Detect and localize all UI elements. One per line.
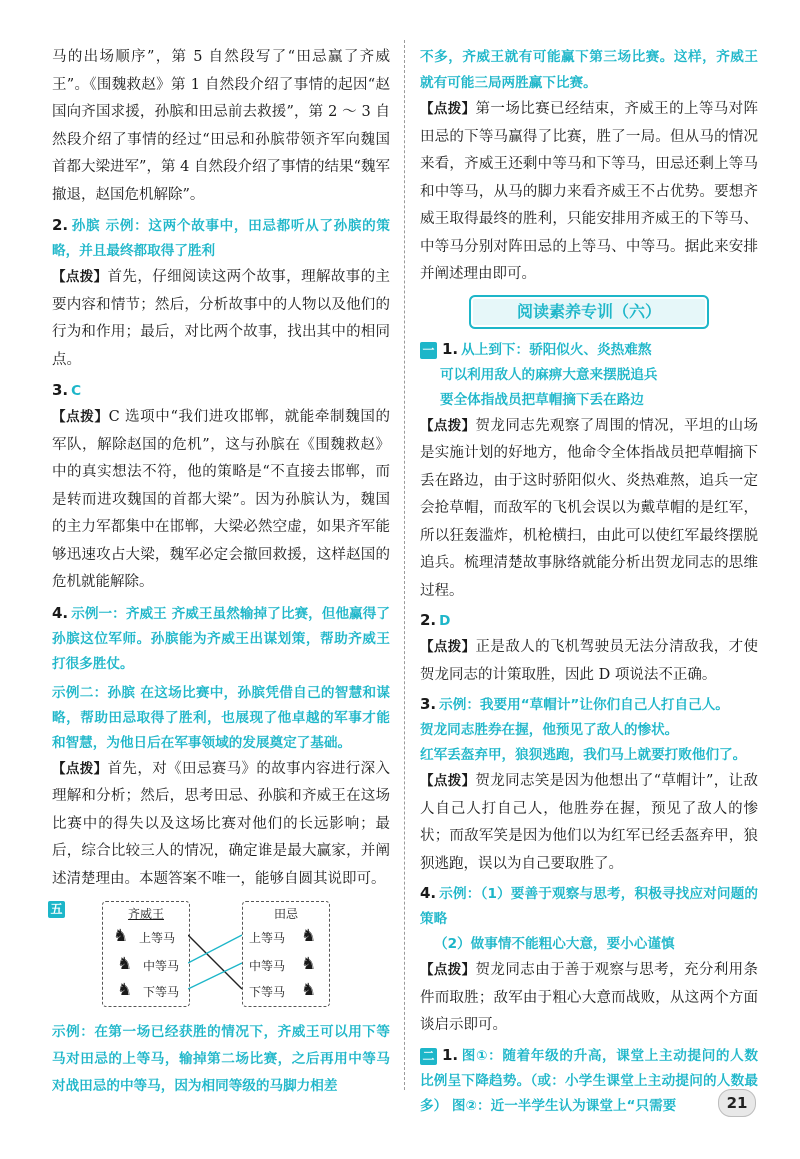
matching-lines bbox=[188, 901, 242, 1011]
section-badge: 五 bbox=[48, 901, 65, 918]
answer-text: D bbox=[439, 613, 451, 629]
answer-text: 贺龙同志胜券在握，他预见了敌人的惨状。 bbox=[420, 722, 679, 738]
horse-icon: ♞ bbox=[117, 954, 133, 974]
section-5 bbox=[52, 901, 390, 1100]
paragraph: 马的出场顺序”，第 5 自然段写了“田忌赢了齐威王”。《围魏救赵》第 1 自然段介绍了事情的起因“赵国向齐国求援，孙膑和田忌前去救援”，第 2 ～ 3 自然段介绍了事情的经过“田忌和孙膑带领齐军向魏国首都大梁进军”，第 4 自然段介绍了事情的结果“魏军撤退，赵国危机解除”。 bbox=[52, 49, 390, 203]
reading-question-1 bbox=[420, 337, 758, 606]
horse-rank-label: 上等马 bbox=[249, 931, 286, 945]
answer-text: 示例：我要用“草帽计”让你们自己人打自己人。 bbox=[439, 697, 729, 713]
line-black bbox=[188, 935, 242, 989]
tip-label: 【点拨】 bbox=[420, 101, 476, 117]
horse-icon: ♞ bbox=[301, 954, 317, 974]
horse-diagram bbox=[102, 901, 390, 1013]
line-accent bbox=[188, 963, 242, 989]
horse-rank-label: 下等马 bbox=[249, 985, 286, 999]
horse-rank-label: 下等马 bbox=[143, 985, 180, 999]
question-4 bbox=[52, 601, 390, 894]
answer-text: C bbox=[71, 383, 82, 399]
question-number: 2. bbox=[52, 216, 69, 234]
horse-rank-label: 中等马 bbox=[143, 959, 180, 973]
tip-label: 【点拨】 bbox=[420, 962, 476, 978]
tip-text: 首先，对《田忌赛马》的故事内容进行深入理解和分析；然后，思考田忌、孙膑和齐威王在这场比赛中的得失以及这场比赛对他们的长远影响；最后，综合比较三人的情况，确定谁是最大赢家，并阐述清楚理由。本题答案不唯一，能够自圆其说即可。 bbox=[52, 760, 390, 887]
question-number: 3. bbox=[52, 381, 69, 399]
horse-icon: ♞ bbox=[301, 926, 317, 946]
tip-text: C 选项中“我们进攻邯郸，就能牵制魏国的军队，解除赵国的危机”，这与孙膑在《围魏救赵》中的真实想法不符，他的策略是“不直接去邯郸，而是转而进攻魏国的首都大梁”。因为孙膑认为，魏国的主力军都集中在邯郸，大梁必然空虚，如果齐军能够迅速攻占大梁，魏军必定会撤回救援，这样赵国的危机就能解除。 bbox=[52, 409, 391, 590]
answer-text: 可以利用敌人的麻痹大意来摆脱追兵 bbox=[440, 366, 658, 383]
qiweiwang-box bbox=[102, 901, 190, 1007]
answer-text-continued: 不多，齐威王就有可能赢下第三场比赛。这样，齐威王就有可能三局两胜赢下比赛。 bbox=[420, 49, 758, 91]
question-number: 2. bbox=[420, 611, 437, 629]
tip-text: 正是敌人的飞机驾驶员无法分清敌我，才使贺龙同志的计策取胜，因此 D 项说法不正确。 bbox=[420, 639, 758, 683]
section-badge: 一 bbox=[420, 342, 437, 359]
reading-question-2 bbox=[420, 608, 758, 689]
answer-text: 示例：（1）要善于观察与思考，积极寻找应对问题的策略 bbox=[420, 886, 758, 927]
reading-question-3 bbox=[420, 692, 758, 878]
question-number: 4. bbox=[52, 603, 69, 622]
tip-label: 【点拨】 bbox=[420, 773, 476, 789]
question-number: 1. bbox=[442, 1045, 459, 1064]
horse-rank-label: 中等马 bbox=[249, 959, 286, 973]
answer-text: 示例一：齐威王 齐威王虽然输掉了比赛，但他赢得了孙膑这位军师。孙膑能为齐威王出谋划策，帮助齐威王打很多胜仗。 bbox=[52, 605, 390, 672]
reading-question-4 bbox=[420, 881, 758, 1040]
horse-icon: ♞ bbox=[301, 980, 317, 1000]
answer-text: 从上到下：骄阳似火、炎热难熬 bbox=[461, 341, 652, 358]
line-accent bbox=[188, 935, 242, 963]
tip-label: 【点拨】 bbox=[420, 639, 476, 655]
tip-text: 贺龙同志笑是因为他想出了“草帽计”，让敌人自己人打自己人，他胜券在握，预见了敌人的惨状；而敌军笑是因为他们以为红军已经丢盔弃甲，狼狈逃跑，误以为自己要取胜了。 bbox=[420, 773, 758, 872]
tip-label: 【点拨】 bbox=[52, 760, 108, 777]
question-3 bbox=[52, 378, 390, 597]
answer-text: 示例：在第一场已经获胜的情况下，齐威王可以用下等马对田忌的上等马，输掉第二场比赛，之后再用中等马对战田忌的中等马，因为相同等级的马脚力相差 bbox=[52, 1024, 390, 1094]
question-2 bbox=[52, 213, 390, 374]
tip-label: 【点拨】 bbox=[52, 269, 108, 285]
tip-text: 首先，仔细阅读这两个故事，理解故事的主要内容和情节；然后，分析故事中的人物以及他们的行为和作用；最后，对比两个故事，找出其中的相同点。 bbox=[52, 269, 390, 368]
answer-text: 孙膑 示例：这两个故事中，田忌都听从了孙膑的策略，并且最终都取得了胜利 bbox=[52, 218, 390, 259]
column-divider bbox=[404, 40, 405, 1090]
tip-label: 【点拨】 bbox=[420, 417, 476, 434]
section-badge: 二 bbox=[420, 1048, 437, 1065]
answer-text: 图①：随着年级的升高，课堂上主动提问的人数比例呈下降趋势。（或：小学生课堂上主动提问的人数最多） 图②：近一半学生认为课堂上“只需要 bbox=[420, 1047, 758, 1114]
answer-text: 要全体指战员把草帽摘下丢在路边 bbox=[440, 391, 644, 408]
question-number: 4. bbox=[420, 884, 437, 902]
horse-rank-label: 上等马 bbox=[139, 931, 176, 945]
box-title: 田忌 bbox=[273, 907, 298, 921]
tip-text: 第一场比赛已经结束，齐威王的上等马对阵田忌的下等马赢得了比赛，胜了一局。但从马的情况来看，齐威王还剩中等马和下等马，田忌还剩上等马和中等马，从马的脚力来看齐威王不占优势。要想齐威王取得最终的胜利，只能安排用齐威王的下等马、中等马分别对阵田忌的上等马、中等马。据此来安排并阐述理由即可。 bbox=[420, 101, 758, 282]
box-title: 齐威王 bbox=[127, 907, 164, 921]
question-number: 3. bbox=[420, 695, 437, 713]
answer-text: 红军丢盔弃甲，狼狈逃跑，我们马上就要打败他们了。 bbox=[420, 747, 747, 763]
answer-text-2: 示例二：孙膑 在这场比赛中，孙膑凭借自己的智慧和谋略，帮助田忌取得了胜利，也展现了他卓越的军事才能和智慧，为他日后在军事领域的发展奠定了基础。 bbox=[52, 684, 390, 751]
answer-text: （2）做事情不能粗心大意，要小心谨慎 bbox=[434, 936, 675, 952]
section-2-question-1 bbox=[420, 1043, 758, 1119]
question-number: 1. bbox=[442, 339, 459, 358]
horse-icon: ♞ bbox=[117, 980, 133, 1000]
left-column bbox=[52, 44, 390, 1100]
tianji-box bbox=[242, 901, 330, 1007]
tip-text: 贺龙同志由于善于观察与思考，充分利用条件而取胜；敌军由于粗心大意而战败，从这两个方面谈启示即可。 bbox=[420, 962, 758, 1033]
tip-text: 贺龙同志先观察了周围的情况，平坦的山场是实施计划的好地方，他命令全体指战员把草帽摘下丢在路边，由于这时骄阳似火、炎热难熬，追兵一定会抢草帽，而敌军的飞机会误以为戴草帽的是红军，所以狂轰滥炸，机枪横扫，由此可以使红军最终摆脱追兵。梳理清楚故事脉络就能分析出贺龙同志的思维过程。 bbox=[420, 417, 758, 599]
section-banner: 阅读素养专训（六） bbox=[469, 295, 709, 329]
page-number: 21 bbox=[718, 1089, 756, 1117]
tip-label: 【点拨】 bbox=[52, 409, 109, 425]
right-column bbox=[420, 44, 758, 1119]
horse-icon: ♞ bbox=[113, 926, 129, 946]
